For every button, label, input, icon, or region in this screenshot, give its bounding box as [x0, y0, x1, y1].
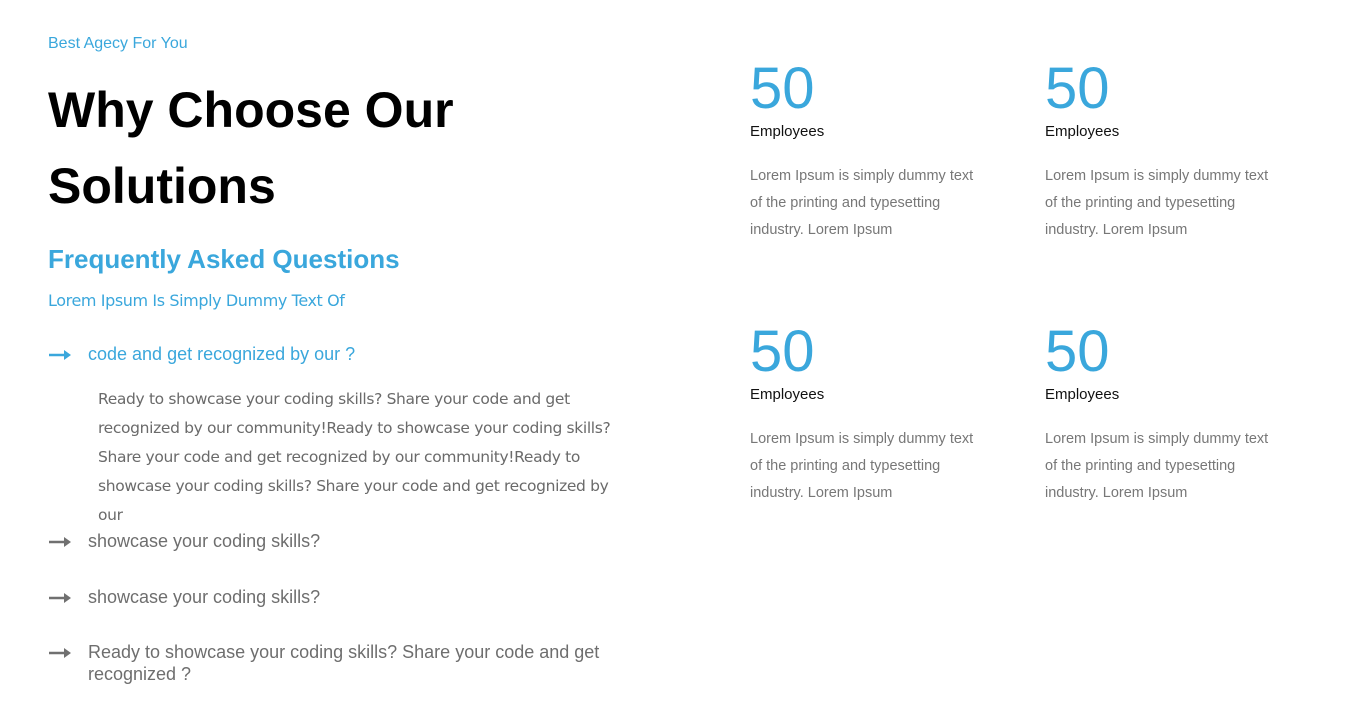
stat-label: Employees — [1045, 386, 1120, 403]
arrow-right-icon — [48, 347, 72, 363]
stat-label: Employees — [750, 123, 825, 140]
section-eyebrow: Best Agecy For You — [48, 35, 188, 52]
faq-question[interactable]: showcase your coding skills? — [88, 587, 321, 607]
arrow-right-icon — [48, 645, 72, 661]
stat-number: 50 — [750, 319, 815, 384]
stat-number: 50 — [1045, 56, 1110, 121]
stat-label: Employees — [750, 386, 825, 403]
faq-question[interactable]: showcase your coding skills? — [88, 531, 321, 551]
stat-label: Employees — [1045, 123, 1120, 140]
section-title: Why Choose Our Solutions — [48, 82, 454, 214]
stat-description: Lorem Ipsum is simply dummy text of the printing and typesetting industry. Lorem Ipsum — [1045, 168, 1269, 238]
stat-description: Lorem Ipsum is simply dummy text of the printing and typesetting industry. Lorem Ipsum — [750, 431, 974, 501]
faq-answer: Ready to showcase your coding skills? Share your code and get recognized by our community!Ready to showcase your coding skills? Share your code and get recognized by our community!Ready to showcase your coding skills? Share your code and get recognized by our — [98, 390, 611, 524]
stat-description: Lorem Ipsum is simply dummy text of the printing and typesetting industry. Lorem Ipsum — [750, 168, 974, 238]
arrow-right-icon — [48, 534, 72, 550]
arrow-right-icon — [48, 590, 72, 606]
stat-description: Lorem Ipsum is simply dummy text of the printing and typesetting industry. Lorem Ipsum — [1045, 431, 1269, 501]
faq-question[interactable]: code and get recognized by our ? — [88, 344, 356, 364]
faq-question[interactable]: Ready to showcase your coding skills? Share your code and get recognized ? — [88, 642, 600, 684]
faq-subheading: Lorem Ipsum Is Simply Dummy Text Of — [48, 291, 345, 310]
stat-number: 50 — [1045, 319, 1110, 384]
stat-number: 50 — [750, 56, 815, 121]
faq-heading: Frequently Asked Questions — [48, 244, 400, 274]
